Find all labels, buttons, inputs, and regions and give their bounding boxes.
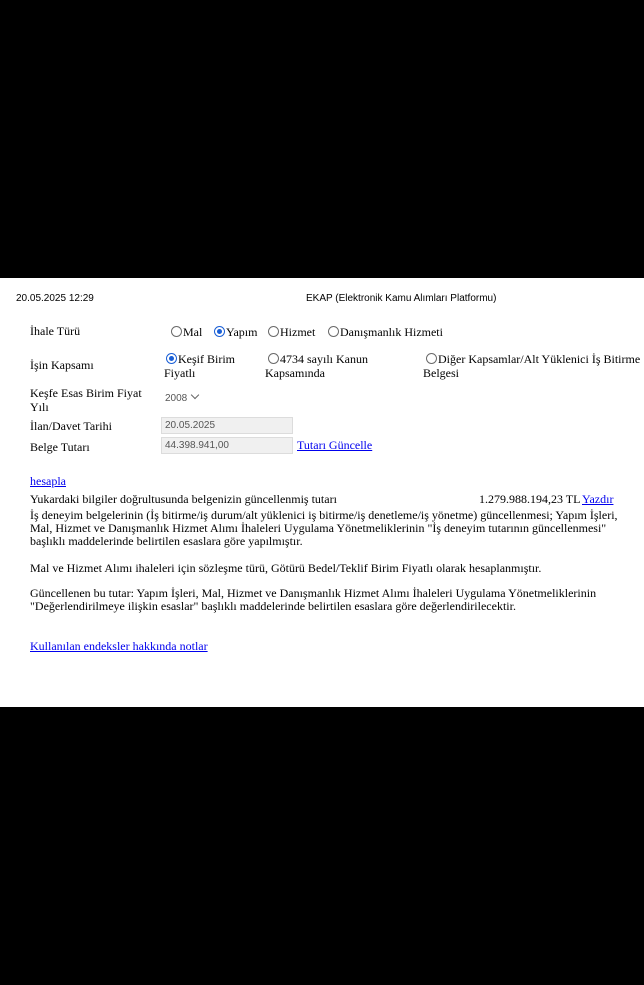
note-paragraph-3: Güncellenen bu tutar: Yapım İşleri, Mal, Hizmet ve Danışmanlık Hizmet Alımı İhaleleri Uygulama Yönetmeliklerinin "Değerlendirilmeye ilişkin esaslar" başlıklı maddelerinde belirtilen esaslara göre değerlendirilecektir. <box>30 586 597 613</box>
radio-danismanlik-circle[interactable] <box>328 326 339 337</box>
radio-kesif-birim-circle[interactable] <box>166 353 177 364</box>
tutari-guncelle-link[interactable]: Tutarı Güncelle <box>297 438 373 452</box>
print-title: EKAP (Elektronik Kamu Alımları Platformu) <box>306 293 497 304</box>
hesapla-link[interactable]: hesapla <box>30 474 66 488</box>
yazdir-link[interactable]: Yazdır <box>582 492 614 506</box>
ilan-tarihi-label: İlan/Davet Tarihi <box>30 419 112 433</box>
chevron-down-icon <box>191 391 199 399</box>
radio-4734-kanun-circle[interactable] <box>268 353 279 364</box>
radio-mal[interactable]: Mal <box>171 325 202 339</box>
result-amount: 1.279.988.194,23 TL <box>479 492 581 506</box>
belge-tutari-input[interactable]: 44.398.941,00 <box>161 437 293 454</box>
printed-page <box>0 278 644 707</box>
note-paragraph-2: Mal ve Hizmet Alımı ihaleleri için sözleşme türü, Götürü Bedel/Teklif Birim Fiyatlı olarak hesaplanmıştır. <box>30 561 542 575</box>
note-paragraph-1: İş deneyim belgelerinin (İş bitirme/iş durum/alt yüklenici iş bitirme/iş denetleme/iş yönetme) güncellenmesi; Yapım İşleri, Mal, Hizmet ve Danışmanlık Hizmet Alımı İhaleleri Uygulama Yönetmeliklerinin "İş deneyim tutarının güncellenmesi" başlıklı maddelerinde belirtilen esaslara göre yapılmıştır. <box>30 508 618 548</box>
radio-diger-kapsamlar[interactable]: Diğer Kapsamlar/Alt Yüklenici İş Bitirme Belgesi <box>423 352 641 380</box>
endeks-notlar-link[interactable]: Kullanılan endeksler hakkında notlar <box>30 639 208 653</box>
kesif-yili-select[interactable]: 2008 <box>165 392 198 406</box>
radio-mal-circle[interactable] <box>171 326 182 337</box>
radio-4734-kanun[interactable]: 4734 sayılı Kanun Kapsamında <box>265 352 368 380</box>
radio-yapim-circle[interactable] <box>214 326 225 337</box>
result-label: Yukardaki bilgiler doğrultusunda belgenizin güncellenmiş tutarı <box>30 492 337 506</box>
belge-tutari-label: Belge Tutarı <box>30 440 90 454</box>
kesif-yili-label: Keşfe Esas Birim Fiyat Yılı <box>30 386 142 414</box>
ilan-tarihi-input[interactable]: 20.05.2025 <box>161 417 293 434</box>
radio-hizmet-circle[interactable] <box>268 326 279 337</box>
ihale-turu-label: İhale Türü <box>30 324 81 338</box>
print-datetime: 20.05.2025 12:29 <box>16 293 94 304</box>
isin-kapsami-label: İşin Kapsamı <box>30 358 94 372</box>
radio-danismanlik[interactable]: Danışmanlık Hizmeti <box>328 325 443 339</box>
radio-kesif-birim[interactable]: Keşif Birim Fiyatlı <box>164 352 235 380</box>
radio-diger-kapsamlar-circle[interactable] <box>426 353 437 364</box>
radio-yapim[interactable]: Yapım <box>214 325 257 339</box>
radio-hizmet[interactable]: Hizmet <box>268 325 315 339</box>
